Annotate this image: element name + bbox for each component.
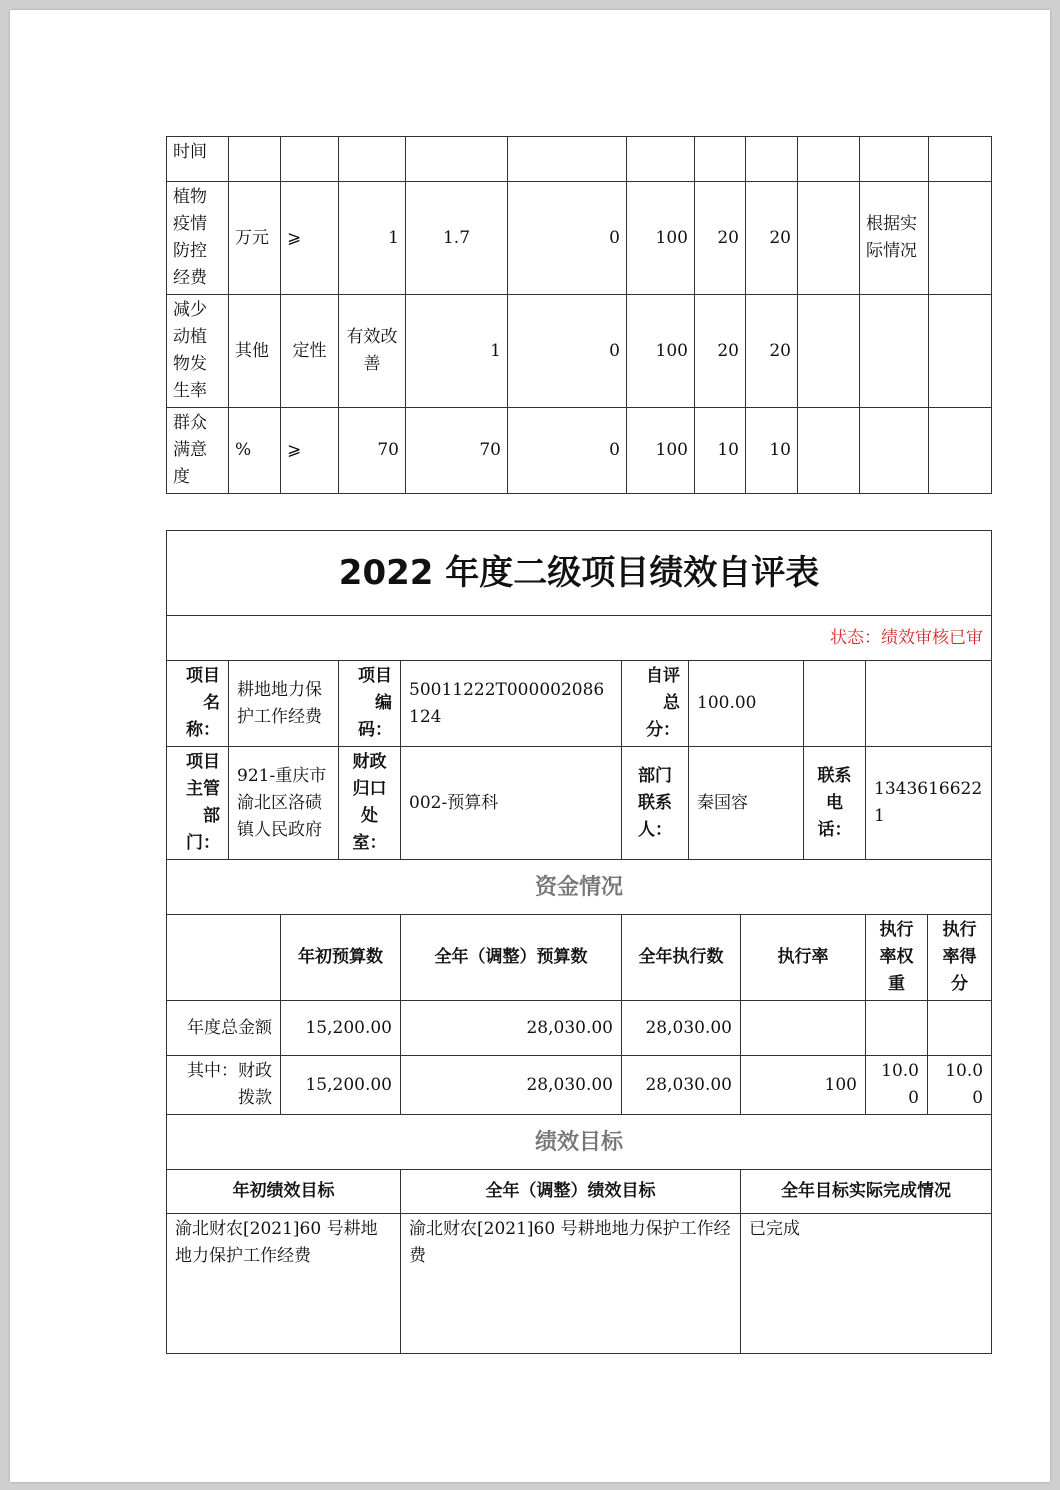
status-badge: 状态：绩效审核已审 xyxy=(167,616,992,661)
funds-weight xyxy=(866,1001,928,1056)
project-code-label: 项目编码： xyxy=(339,661,401,747)
indicator-score: 20 xyxy=(746,182,798,295)
column-header: 全年目标实际完成情况 xyxy=(741,1170,992,1214)
indicator-actual: 70 xyxy=(406,408,508,494)
finance-office-label: 财政归口处室： xyxy=(339,747,401,860)
column-header: 执行率 xyxy=(741,915,866,1001)
table-row xyxy=(167,1214,992,1354)
table-row xyxy=(167,408,992,494)
adjusted-goal: 渝北财农[2021]60 号耕地地力保护工作经费 xyxy=(401,1214,741,1354)
funds-score: 10.00 xyxy=(928,1056,992,1115)
funds-section-title: 资金情况 xyxy=(167,860,992,915)
table-row xyxy=(167,137,992,182)
indicator-score: 20 xyxy=(746,295,798,408)
indicator-target: 70 xyxy=(339,408,406,494)
indicator-name: 群众满意度 xyxy=(167,408,229,494)
table-row xyxy=(167,661,992,747)
column-header: 年初绩效目标 xyxy=(167,1170,401,1214)
page-title: 2022 年度二级项目绩效自评表 xyxy=(167,531,992,616)
table-row xyxy=(167,1056,992,1115)
indicator-reason: 根据实际情况 xyxy=(860,182,929,295)
column-header: 全年（调整）绩效目标 xyxy=(401,1170,741,1214)
table-row xyxy=(167,295,992,408)
contact: 秦国容 xyxy=(689,747,804,860)
project-name-label: 项目名称： xyxy=(167,661,229,747)
funds-rate xyxy=(741,1001,866,1056)
dept: 921-重庆市渝北区洛碛镇人民政府 xyxy=(229,747,339,860)
indicator-actual: 1.7 xyxy=(406,182,508,295)
indicator-actual: 1 xyxy=(406,295,508,408)
indicator-table xyxy=(166,136,992,494)
dept-label: 项目主管部门： xyxy=(167,747,229,860)
phone-label: 联系电话： xyxy=(804,747,866,860)
indicator-rate: 100 xyxy=(627,408,695,494)
table-row xyxy=(167,616,992,661)
evaluation-form xyxy=(166,530,992,1354)
indicator-deviation: 0 xyxy=(508,408,627,494)
phone: 13436166221 xyxy=(866,747,992,860)
contact-label: 部门联系人： xyxy=(622,747,689,860)
column-header: 全年（调整）预算数 xyxy=(401,915,622,1001)
funds-adjusted: 28,030.00 xyxy=(401,1056,622,1115)
indicator-operator: 定性 xyxy=(281,295,339,408)
indicator-weight: 10 xyxy=(695,408,746,494)
column-header: 执行率得分 xyxy=(928,915,992,1001)
table-row xyxy=(167,1001,992,1056)
goals-section-title: 绩效目标 xyxy=(167,1115,992,1170)
indicator-name: 减少动植物发生率 xyxy=(167,295,229,408)
indicator-name: 植物疫情防控经费 xyxy=(167,182,229,295)
project-code: 50011222T000002086124 xyxy=(401,661,622,747)
table-row xyxy=(167,1115,992,1170)
indicator-score: 10 xyxy=(746,408,798,494)
table-row xyxy=(167,1170,992,1214)
table-row xyxy=(167,182,992,295)
finance-office: 002-预算科 xyxy=(401,747,622,860)
indicator-operator: ⩾ xyxy=(281,182,339,295)
funds-executed: 28,030.00 xyxy=(622,1056,741,1115)
self-score-label: 自评总分： xyxy=(622,661,689,747)
table-row xyxy=(167,747,992,860)
funds-row-label: 年度总金额 xyxy=(167,1001,281,1056)
indicator-target: 有效改善 xyxy=(339,295,406,408)
column-header: 全年执行数 xyxy=(622,915,741,1001)
project-name: 耕地地力保护工作经费 xyxy=(229,661,339,747)
funds-row-label: 其中：财政拨款 xyxy=(167,1056,281,1115)
column-header: 执行率权重 xyxy=(866,915,928,1001)
document-page xyxy=(10,10,1050,1482)
indicator-target: 1 xyxy=(339,182,406,295)
funds-initial: 15,200.00 xyxy=(281,1001,401,1056)
actual-completion: 已完成 xyxy=(741,1214,992,1354)
funds-weight: 10.00 xyxy=(866,1056,928,1115)
indicator-operator: ⩾ xyxy=(281,408,339,494)
indicator-rate: 100 xyxy=(627,295,695,408)
indicator-name: 时间 xyxy=(167,137,229,182)
initial-goal: 渝北财农[2021]60 号耕地地力保护工作经费 xyxy=(167,1214,401,1354)
funds-initial: 15,200.00 xyxy=(281,1056,401,1115)
indicator-deviation: 0 xyxy=(508,182,627,295)
funds-executed: 28,030.00 xyxy=(622,1001,741,1056)
indicator-unit: 其他 xyxy=(229,295,281,408)
table-row xyxy=(167,860,992,915)
indicator-unit: % xyxy=(229,408,281,494)
self-score: 100.00 xyxy=(689,661,804,747)
indicator-weight: 20 xyxy=(695,295,746,408)
funds-rate: 100 xyxy=(741,1056,866,1115)
indicator-rate: 100 xyxy=(627,182,695,295)
column-header: 年初预算数 xyxy=(281,915,401,1001)
indicator-deviation: 0 xyxy=(508,295,627,408)
indicator-weight: 20 xyxy=(695,182,746,295)
table-row xyxy=(167,915,992,1001)
table-row xyxy=(167,531,992,616)
funds-score xyxy=(928,1001,992,1056)
funds-adjusted: 28,030.00 xyxy=(401,1001,622,1056)
indicator-unit: 万元 xyxy=(229,182,281,295)
